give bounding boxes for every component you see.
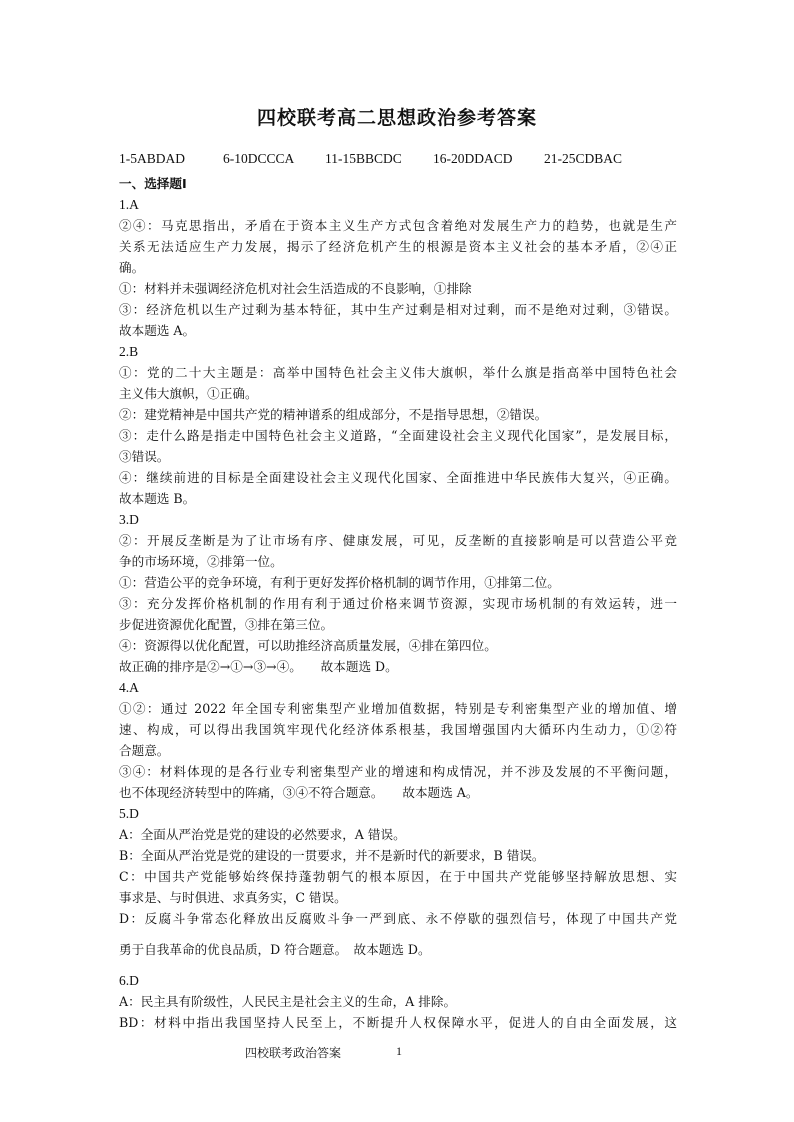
explanation-line: ③：经济危机以生产过剩为基本特征，其中生产过剩是相对过剩，而不是绝对过剩，③错误。: [119, 302, 677, 317]
answer-key-group: 6-10DCCCA: [223, 151, 295, 166]
explanation-line: 速、构成，可以得出我国筑牢现代化经济体系根基，我国增强国内大循环内生动力，①②符: [119, 722, 677, 737]
answer-key-group: 11-15BBCDC: [325, 151, 402, 166]
explanation-line: 合题意。: [119, 743, 170, 758]
explanation-line: 确。: [119, 260, 145, 275]
question-number: 2.B: [119, 344, 139, 359]
explanation-line: A：民主具有阶级性，人民民主是社会主义的生命，A 排除。: [119, 994, 457, 1009]
explanation-line: ④：继续前进的目标是全面建设社会主义现代化国家、全面推进中华民族伟大复兴，④正确。: [119, 470, 677, 485]
section-heading: 一、选择题Ⅰ: [119, 176, 187, 191]
answer-body: [119, 173, 677, 1033]
question-number: 5.D: [119, 806, 139, 821]
explanation-line: ①：营造公平的竞争环境，有利于更好发挥价格机制的调节作用，①排第二位。: [119, 575, 560, 590]
explanation-line: A：全面从严治党是党的建设的必然要求，A 错误。: [119, 827, 406, 842]
question-number: 1.A: [119, 197, 139, 212]
explanation-line: ②：开展反垄断是为了让市场有序、健康发展，可见，反垄断的直接影响是可以营造公平竞: [119, 533, 677, 548]
page-title: 四校联考高二思想政治参考答案: [256, 107, 537, 129]
question-number: 3.D: [119, 512, 139, 527]
explanation-line: BD：材料中指出我国坚持人民至上，不断提升人权保障水平，促进人的自由全面发展，这: [119, 1015, 677, 1030]
explanation-line: 事求是、与时俱进、求真务实，C 错误。: [119, 890, 347, 905]
explanation-line: 争的市场环境，②排第一位。: [119, 554, 283, 569]
explanation-line: 步促进资源优化配置，③排在第三位。: [119, 617, 334, 632]
explanation-line: 关系无法适应生产力发展，揭示了经济危机产生的根源是资本主义社会的基本矛盾，②④正: [119, 239, 677, 254]
answer-key-group: 16-20DDACD: [433, 151, 513, 166]
explanation-line: 故本题选 A。: [119, 323, 196, 338]
page-number: 1: [396, 1044, 402, 1058]
explanation-line: ③④：材料体现的是各行业专利密集型产业的增速和构成情况，并不涉及发展的不平衡问题，: [119, 764, 677, 779]
answer-key-group: 1-5ABDAD: [119, 151, 185, 166]
explanation-line: ①②：通过 2022 年全国专利密集型产业增加值数据，特别是专利密集型产业的增加值、增: [119, 701, 677, 716]
explanation-line: ②：建党精神是中国共产党的精神谱系的组成部分，不是指导思想，②错误。: [119, 407, 548, 422]
explanation-line: B：全面从严治党是党的建设的一贯要求，并不是新时代的新要求，B 错误。: [119, 848, 545, 863]
explanation-line: ③：充分发挥价格机制的作用有利于通过价格来调节资源，实现市场机制的有效运转，进一: [119, 596, 677, 611]
answer-key: [119, 151, 699, 171]
explanation-line: 故正确的排序是②→①→③→④。 故本题选 D。: [119, 659, 398, 674]
explanation-line: ③：走什么路是指走中国特色社会主义道路，“全面建设社会主义现代化国家”，是发展目标，: [119, 428, 677, 443]
explanation-line: ④：资源得以优化配置，可以助推经济高质量发展，④排在第四位。: [119, 638, 497, 653]
question-number: 6.D: [119, 973, 139, 988]
explanation-line: 勇于自我革命的优良品质，D 符合题意。 故本题选 D。: [119, 942, 431, 957]
explanation-line: D：反腐斗争常态化释放出反腐败斗争一严到底、永不停歇的强烈信号，体现了中国共产党: [119, 911, 677, 926]
explanation-line: ③错误。: [119, 449, 170, 464]
explanation-line: ①：党的二十大主题是：高举中国特色社会主义伟大旗帜，举什么旗是指高举中国特色社会: [119, 365, 677, 380]
explanation-line: ①：材料并未强调经济危机对社会生活造成的不良影响，①排除: [119, 281, 472, 296]
explanation-line: ②④：马克思指出，矛盾在于资本主义生产方式包含着绝对发展生产力的趋势，也就是生产: [119, 218, 677, 233]
question-number: 4.A: [119, 680, 139, 695]
explanation-line: C：中国共产党能够始终保持蓬勃朝气的根本原因，在于中国共产党能够坚持解放思想、实: [119, 869, 677, 884]
footer-text: 四校联考政治答案: [245, 1046, 342, 1060]
explanation-line: 故本题选 B。: [119, 491, 196, 506]
answer-key-group: 21-25CDBAC: [544, 151, 623, 166]
explanation-line: 也不体现经济转型中的阵痛，③④不符合题意。 故本题选 A。: [119, 785, 479, 800]
explanation-line: 主义伟大旗帜，①正确。: [119, 386, 258, 401]
